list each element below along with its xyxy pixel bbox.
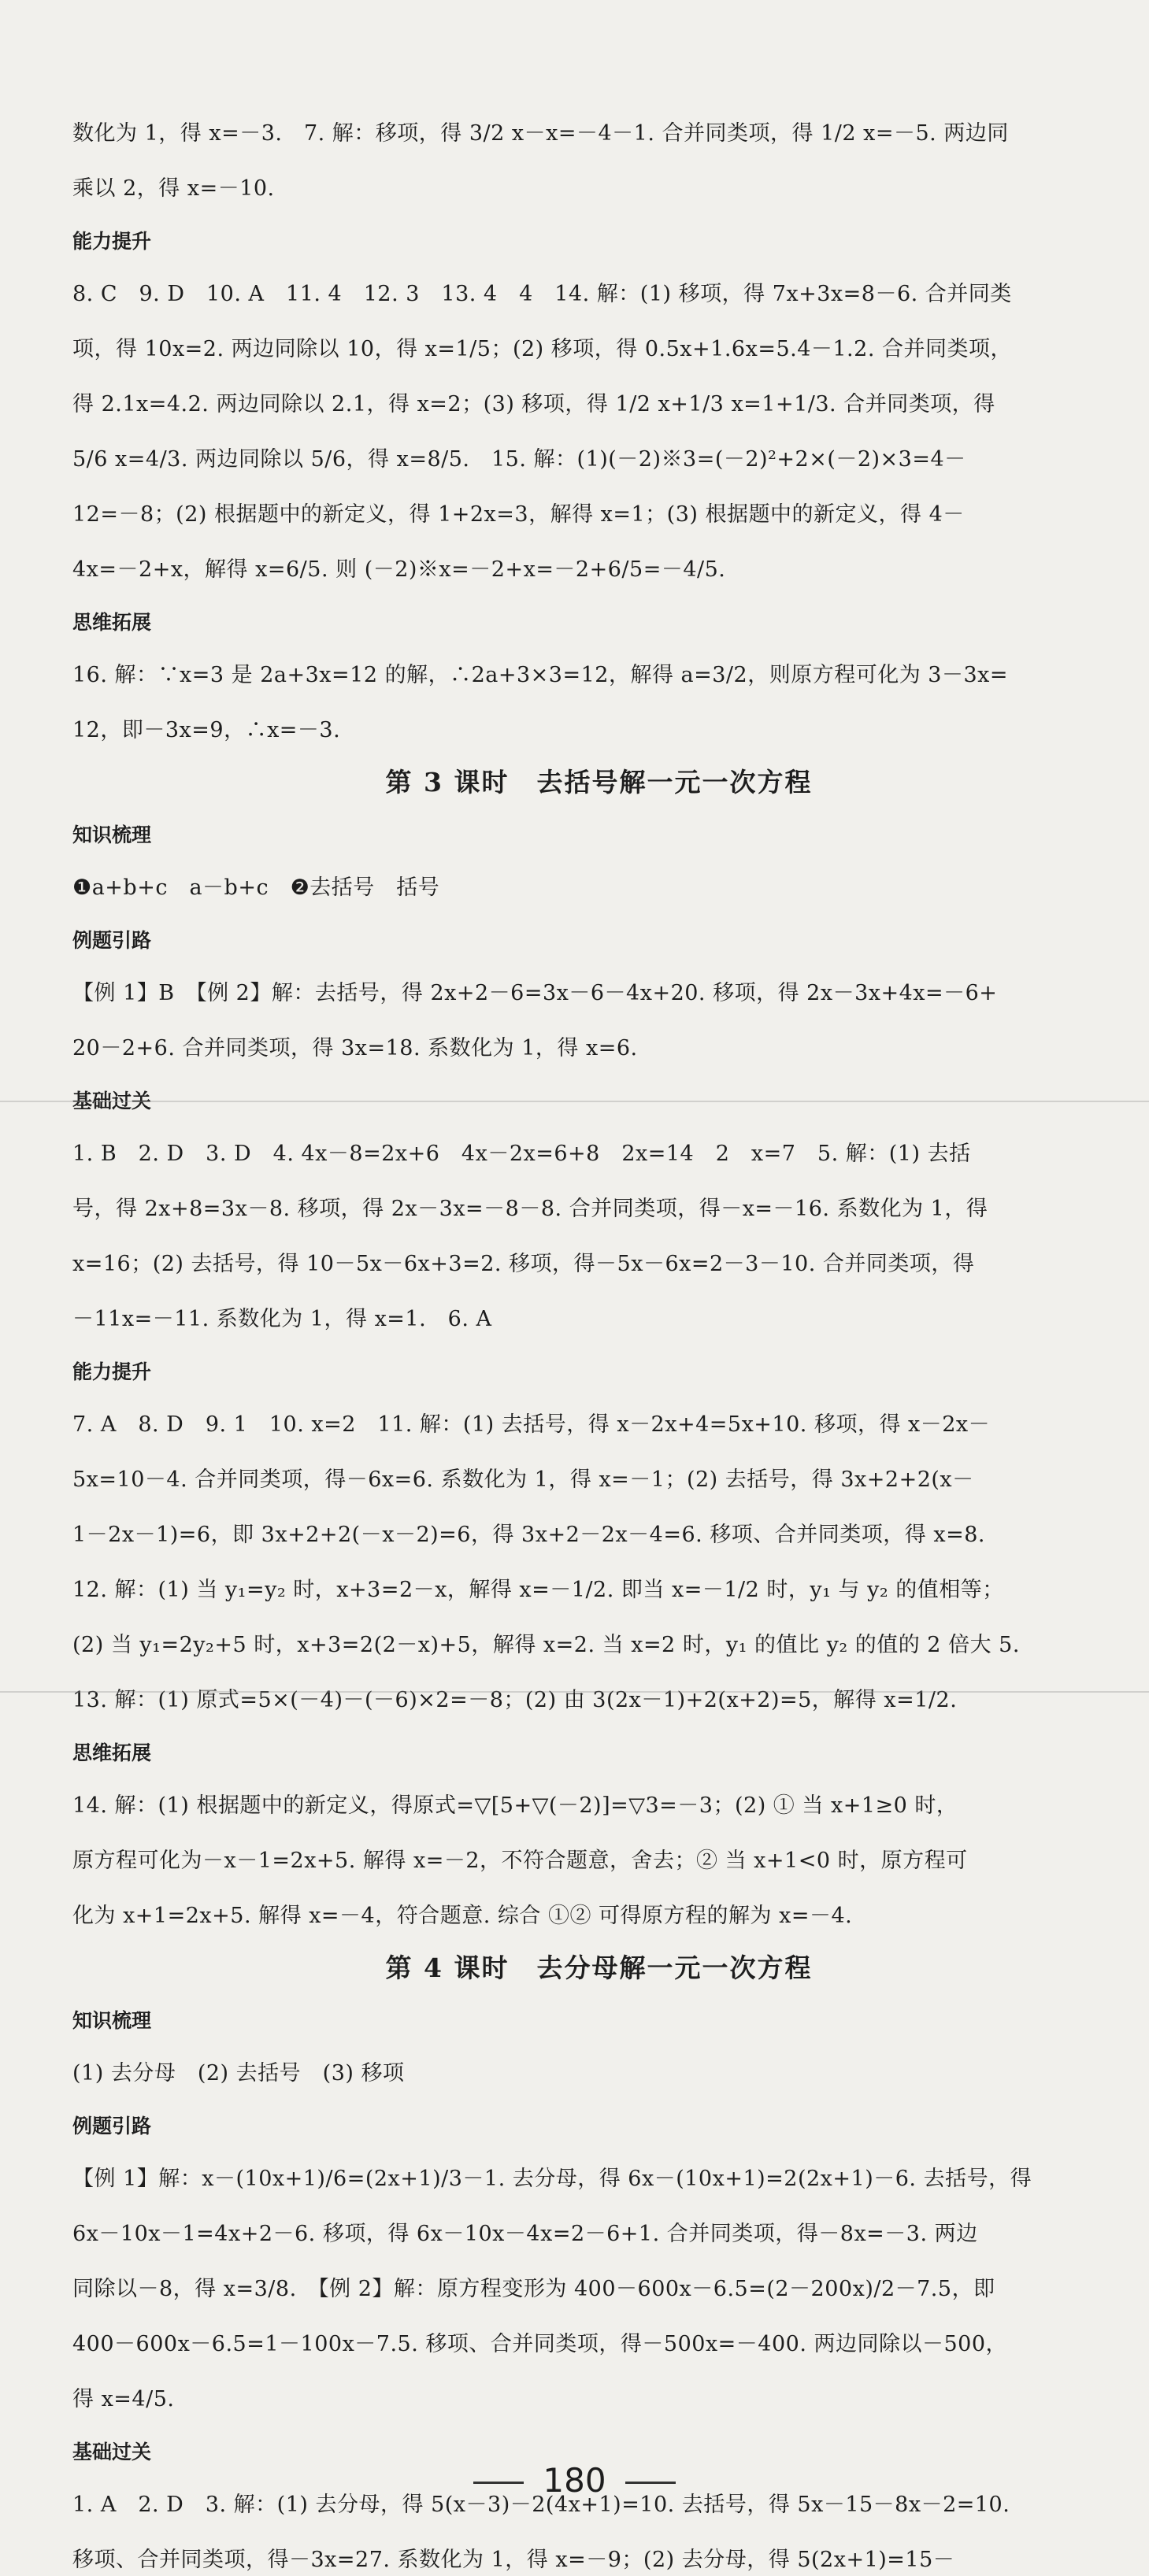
text-line: 12，即－3x=9，∴x=－3.: [72, 718, 341, 742]
text-line: ❶a+b+c a－b+c ❷去括号 括号: [72, 875, 440, 900]
left-dash: [473, 2482, 524, 2484]
text-line: 原方程可化为－x－1=2x+5. 解得 x=－2，不符合题意，舍去；② 当 x+1<0 时，原方程可: [72, 1849, 968, 1873]
page-number-text: 180: [543, 2461, 606, 2500]
text-line: 13. 解：(1) 原式=5×(－4)－(－6)×2=－8；(2) 由 3(2x－1)+2(x+2)=5，解得 x=1/2.: [72, 1688, 958, 1712]
text-line: 6x－10x－1=4x+2－6. 移项，得 6x－10x－4x=2－6+1. 合并同类项，得－8x=－3. 两边: [72, 2222, 978, 2246]
text-line: 得 2.1x=4.2. 两边同除以 2.1，得 x=2；(3) 移项，得 1/2 x+1/3 x=1+1/3. 合并同类项，得: [72, 392, 995, 416]
section-heading: 能力提升: [72, 230, 152, 253]
text-line: 1. A 2. D 3. 解：(1) 去分母，得 5(x－3)－2(4x+1)=10. 去括号，得 5x－15－8x－2=10.: [72, 2493, 1010, 2517]
text-line: 4x=－2+x，解得 x=6/5. 则 (－2)※x=－2+x=－2+6/5=－4/5.: [72, 557, 726, 582]
section-heading: 知识梳理: [72, 2009, 152, 2032]
lesson-title: 第 3 课时 去括号解一元一次方程: [385, 767, 813, 798]
text-line: 16. 解：∵x=3 是 2a+3x=12 的解，∴2a+3×3=12，解得 a=3/2，则原方程可化为 3－3x=: [72, 663, 1008, 687]
text-line: 乘以 2，得 x=－10.: [72, 176, 275, 201]
section-heading: 基础过关: [72, 2441, 152, 2463]
section-heading: 思维拓展: [72, 1741, 152, 1764]
paper-fold-line: [0, 1101, 1149, 1102]
text-line: 号，得 2x+8=3x－8. 移项，得 2x－3x=－8－8. 合并同类项，得－x=－16. 系数化为 1，得: [72, 1197, 988, 1221]
right-dash: [625, 2482, 676, 2484]
text-line: 7. A 8. D 9. 1 10. x=2 11. 解：(1) 去括号，得 x－2x+4=5x+10. 移项，得 x－2x－: [72, 1412, 991, 1437]
text-line: 8. C 9. D 10. A 11. 4 12. 3 13. 4 4 14. 解：(1) 移项，得 7x+3x=8－6. 合并同类: [72, 282, 1012, 306]
page-number: [0, 2460, 1149, 2501]
section-heading: 知识梳理: [72, 824, 152, 846]
text-line: 同除以－8，得 x=3/8. 【例 2】解：原方程变形为 400－600x－6.5=(2－200x)/2－7.5，即: [72, 2277, 995, 2301]
section-heading: 能力提升: [72, 1360, 152, 1383]
text-line: 【例 1】解：x－(10x+1)/6=(2x+1)/3－1. 去分母，得 6x－(10x+1)=2(2x+1)－6. 去括号，得: [72, 2167, 1032, 2191]
text-line: 数化为 1，得 x=－3. 7. 解：移项，得 3/2 x－x=－4－1. 合并同类项，得 1/2 x=－5. 两边同: [72, 121, 1009, 146]
text-line: 项，得 10x=2. 两边同除以 10，得 x=1/5；(2) 移项，得 0.5x+1.6x=5.4－1.2. 合并同类项，: [72, 337, 1012, 361]
text-line: 移项、合并同类项，得－3x=27. 系数化为 1，得 x=－9；(2) 去分母，得 5(2x+1)=15－: [72, 2548, 955, 2572]
text-line: 得 x=4/5.: [72, 2387, 175, 2411]
text-line: 1－2x－1)=6，即 3x+2+2(－x－2)=6，得 3x+2－2x－4=6. 移项、合并同类项，得 x=8.: [72, 1523, 985, 1547]
text-line: 12=－8；(2) 根据题中的新定义，得 1+2x=3，解得 x=1；(3) 根据题中的新定义，得 4－: [72, 502, 965, 527]
lesson-title: 第 4 课时 去分母解一元一次方程: [385, 1952, 813, 1983]
text-line: －11x=－11. 系数化为 1，得 x=1. 6. A: [72, 1307, 492, 1331]
text-line: 12. 解：(1) 当 y₁=y₂ 时，x+3=2－x，解得 x=－1/2. 即当 x=－1/2 时，y₁ 与 y₂ 的值相等；: [72, 1578, 1004, 1602]
section-heading: 例题引路: [72, 2115, 152, 2137]
paper-fold-line: [0, 1691, 1149, 1693]
text-line: 14. 解：(1) 根据题中的新定义，得原式=▽[5+▽(－2)]=▽3=－3；(2) ① 当 x+1≥0 时，: [72, 1793, 958, 1818]
text-line: x=16；(2) 去括号，得 10－5x－6x+3=2. 移项，得－5x－6x=2－3－10. 合并同类项，得: [72, 1252, 975, 1276]
section-heading: 基础过关: [72, 1090, 152, 1112]
block-2: [72, 279, 1054, 586]
text-line: (2) 当 y₁=2y₂+5 时，x+3=2(2－x)+5，解得 x=2. 当 x=2 时，y₁ 的值比 y₂ 的值的 2 倍大 5.: [72, 1633, 1020, 1657]
text-line: 400－600x－6.5=1－100x－7.5. 移项、合并同类项，得－500x=－400. 两边同除以－500，: [72, 2332, 1008, 2356]
text-line: (1) 去分母 (2) 去括号 (3) 移项: [72, 2061, 405, 2086]
text-line: 5x=10－4. 合并同类项，得－6x=6. 系数化为 1，得 x=－1；(2) 去括号，得 3x+2+2(x－: [72, 1468, 974, 1492]
block-3: [72, 660, 1054, 746]
text-line: 【例 1】B 【例 2】解：去括号，得 2x+2－6=3x－6－4x+20. 移项，得 2x－3x+4x=－6+: [72, 981, 998, 1005]
section-heading: 例题引路: [72, 929, 152, 952]
text-line: 化为 x+1=2x+5. 解得 x=－4，符合题意. 综合 ①② 可得原方程的解为 x=－4.: [72, 1904, 853, 1928]
text-line: 1. B 2. D 3. D 4. 4x－8=2x+6 4x－2x=6+8 2x=14 2 x=7 5. 解：(1) 去括: [72, 1142, 971, 1166]
section-heading: 思维拓展: [72, 611, 152, 634]
block-1: [72, 118, 1054, 205]
text-line: 20－2+6. 合并同类项，得 3x=18. 系数化为 1，得 x=6.: [72, 1036, 638, 1060]
text-line: 5/6 x=4/3. 两边同除以 5/6，得 x=8/5. 15. 解：(1)(－2)※3=(－2)²+2×(－2)×3=4－: [72, 447, 966, 472]
